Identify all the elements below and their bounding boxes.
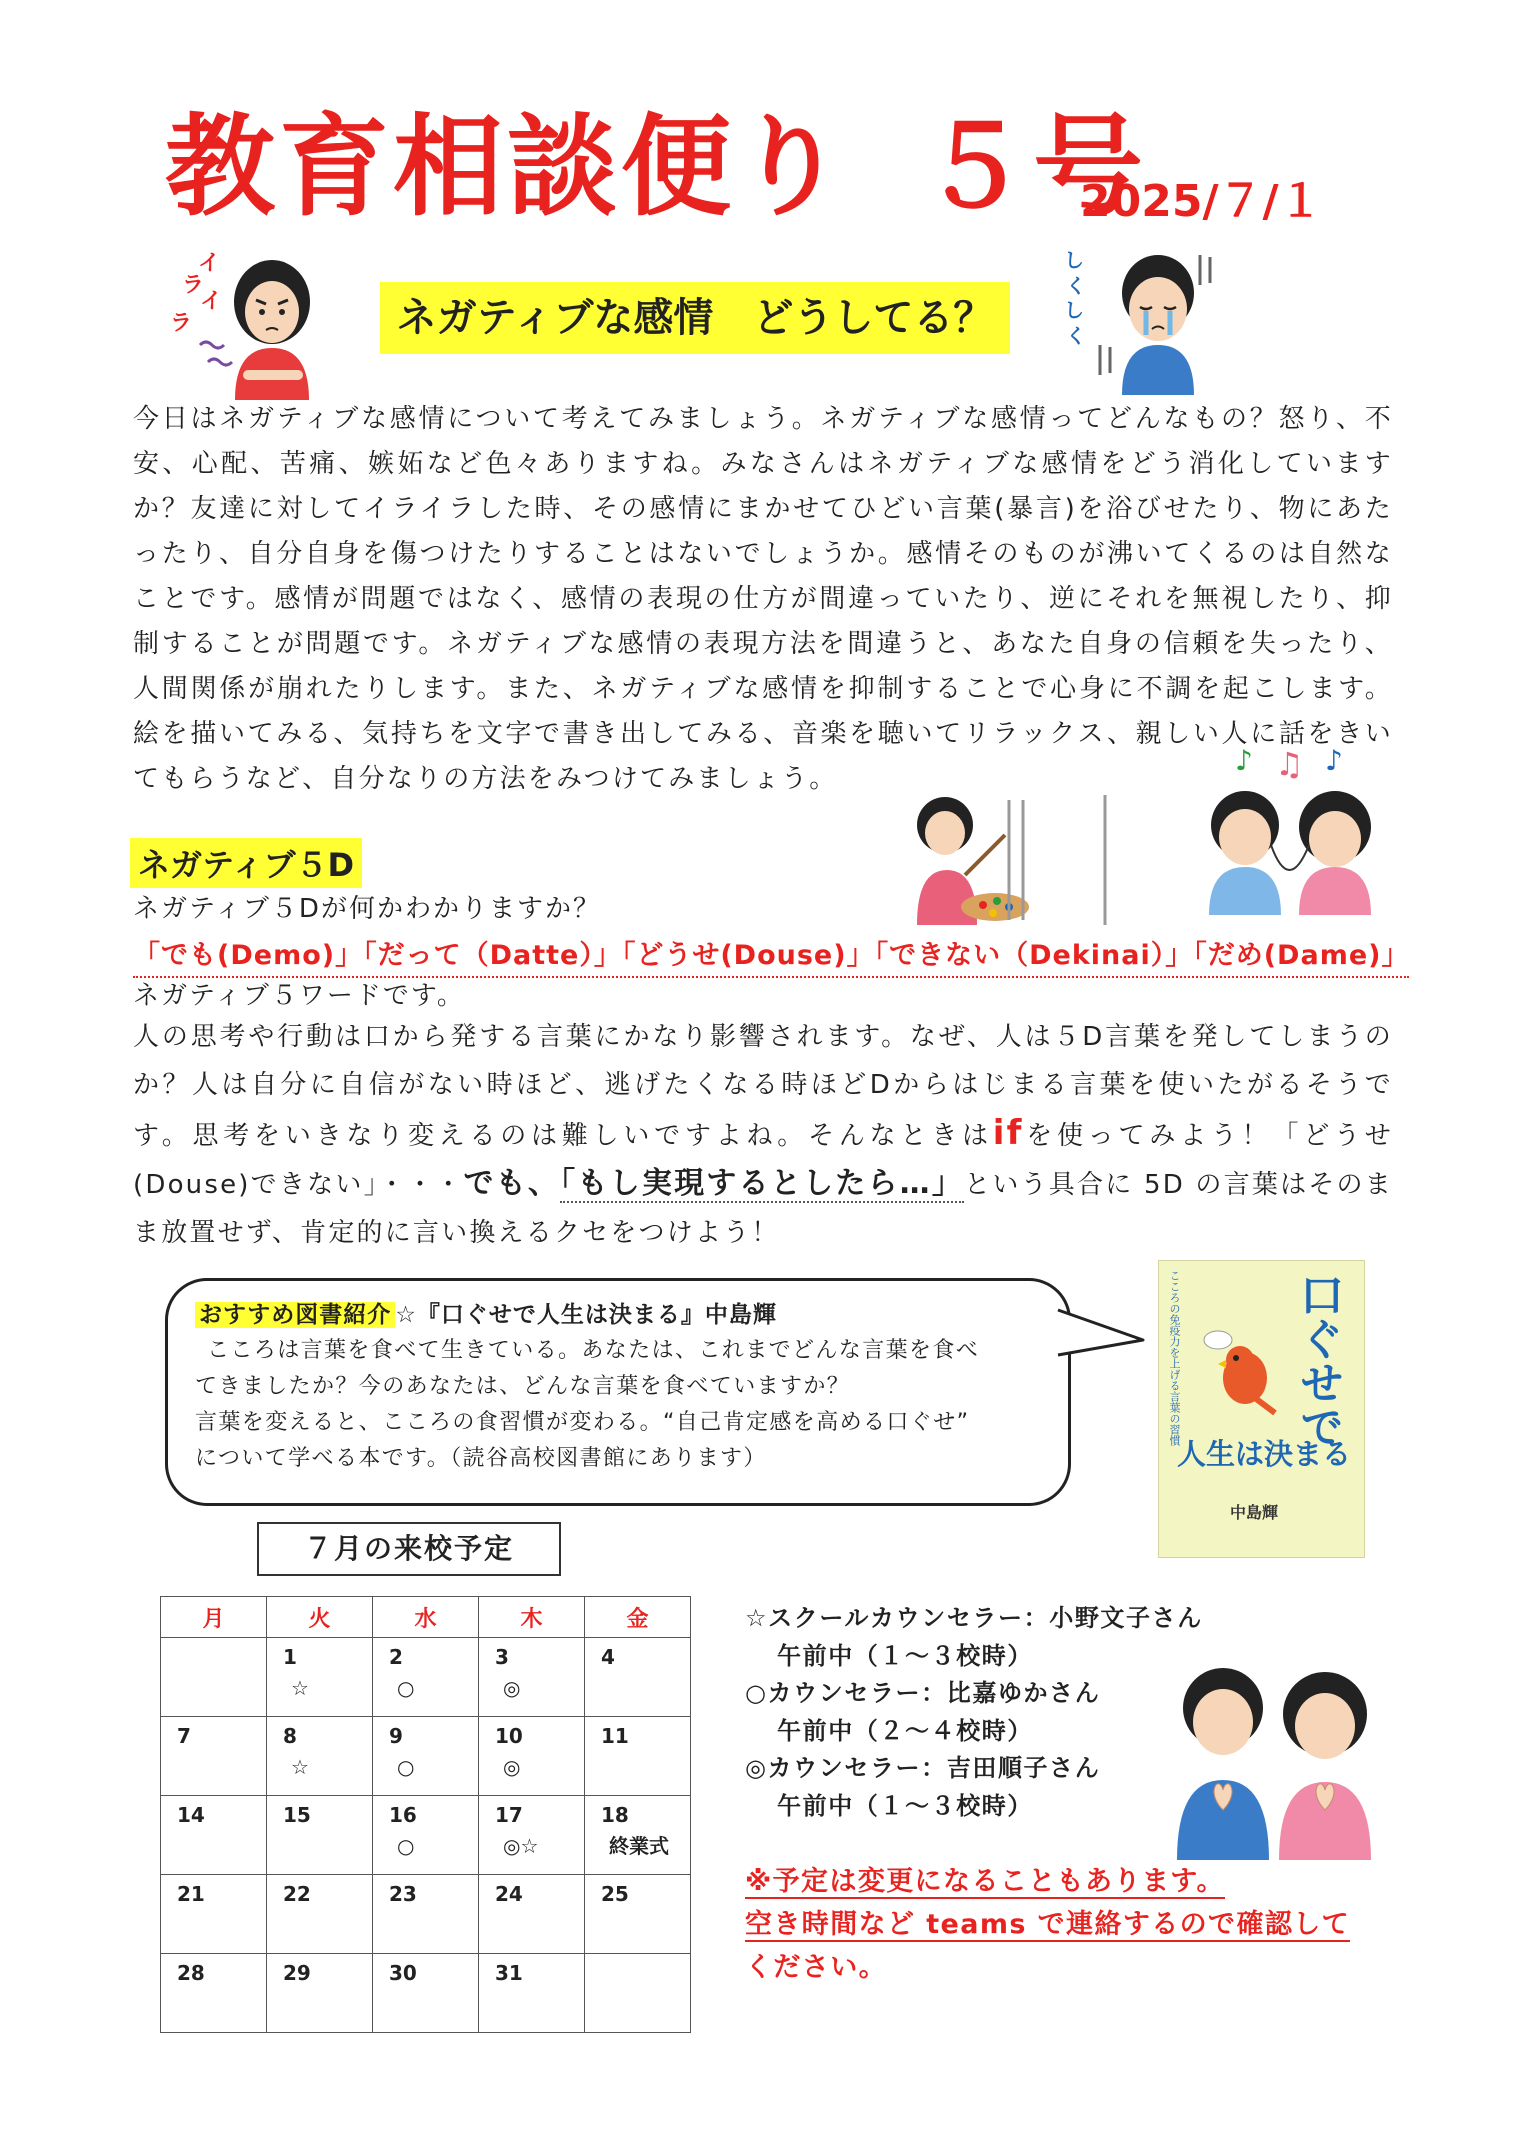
intro-paragraph: 今日はネガティブな感情について考えてみましょう。ネガティブな感情ってどんなもの？怒り、不安、心配、苦痛、嫉妬など色々ありますね。みなさんはネガティブな感情をどう消化していますか？友達に対してイライラした時、その感情にまかせてひどい言葉(暴言)を浴びせたり、物にあたったり、自分自身を傷つけたりすることはないでしょうか。感情そのものが沸いてくるのは自然なことです。感情が問題ではなく、感情の表現の仕方が間違っていたり、逆にそれを無視したり、抑制することが問題です。ネガティブな感情の表現方法を間違うと、あなた自身の信頼を失ったり、人間関係が崩れたりします。また、ネガティブな感情を抑制することで心身に不調を起こします。絵を描いてみる、気持ちを文字で書き出してみる、音楽を聴いてリラックス、親しい人に話をきいてもらうなど、自分なりの方法をみつけてみましょう。 [133, 404, 1393, 794]
calendar-date: 16 [389, 1803, 417, 1827]
calendar-date: 3 [495, 1645, 509, 1669]
counselor-3-name: ◎カウンセラー：吉田順子さん [745, 1754, 1101, 1782]
calendar-date: 7 [177, 1724, 191, 1748]
crying-text-2: く [1066, 274, 1086, 298]
day-tue: 火 [267, 1597, 373, 1638]
note-line-2: 空き時間など teams で連絡するので確認して [745, 1909, 1351, 1940]
book-intro-body: こころは言葉を食べて生きている。あなたは、これまでどんな言葉を食べ てきましたか？今のあなたは、どんな言葉を食べていますか？ 言葉を変えると、こころの食習慣が変わる。“自己肯定感を高める口ぐせ” について学べる本です。（読谷高校図書館にあります） [195, 1338, 980, 1471]
calendar-day-cell [373, 1796, 479, 1875]
irritated-girl-illustration [160, 250, 330, 400]
calendar-date: 11 [601, 1724, 629, 1748]
calendar-day-cell [373, 1954, 479, 2033]
note-line-1: ※予定は変更になることもあります。 [745, 1866, 1225, 1897]
counselor-2-time: 午前中（２～４校時） [777, 1716, 1033, 1745]
calendar-day-cell [585, 1638, 691, 1717]
music-note-1: ♪ [1235, 744, 1253, 777]
book-cover-author: 中島輝 [1230, 1503, 1279, 1522]
calendar-week-row [161, 1954, 691, 2033]
counselor-1-name: ☆スクールカウンセラー：小野文子さん [745, 1604, 1203, 1632]
calendar-date: 9 [389, 1724, 403, 1748]
crying-text-4: く [1066, 324, 1086, 348]
calendar-day-cell [479, 1875, 585, 1954]
calendar-header-row [161, 1597, 691, 1638]
boy-body [1209, 867, 1281, 915]
heart-hands-illustration [1165, 1660, 1385, 1860]
face [1129, 277, 1187, 341]
calendar-date: 25 [601, 1882, 629, 1906]
calendar-day-cell [479, 1954, 585, 2033]
calendar-day-cell [585, 1875, 691, 1954]
bubble-tail [1058, 1300, 1148, 1370]
brush [965, 835, 1005, 875]
calendar-mark: ○ [397, 1676, 415, 1700]
boy-face [1219, 809, 1271, 865]
calendar-day-cell [267, 1796, 373, 1875]
calendar-day-cell [479, 1638, 585, 1717]
calendar-mark: ◎☆ [503, 1834, 539, 1858]
calendar-date: 31 [495, 1961, 523, 1985]
calendar-mark: ○ [397, 1755, 415, 1779]
calendar-date: 15 [283, 1803, 311, 1827]
five-d-body: 人の思考や行動は口から発する言葉にかなり影響されます。なぜ、人は５D言葉を発してしまうのか？人は自分に自信がない時ほど、逃げたくなる時ほどDからはじまる言葉を使いたがるそうです。思考をいきなり変えるのは難しいですよね。そんなときはifを使ってみよう！「どうせ(Douse)できない」・・・でも、「もし実現するとしたら…」という具合に 5D の言葉はそのまま放置せず、肯定的に言い換えるクセをつけよう！ [133, 1022, 1393, 1248]
calendar-day-cell [479, 1717, 585, 1796]
calendar-date: 24 [495, 1882, 523, 1906]
calendar-week-row [161, 1638, 691, 1717]
schedule-notes [745, 1860, 1350, 1989]
calendar-day-cell [585, 1954, 691, 2033]
five-d-heading: ネガティブ５D [130, 838, 362, 888]
calendar-day-cell [373, 1638, 479, 1717]
calendar-mark: ◎ [503, 1676, 521, 1700]
calendar-day-cell [479, 1796, 585, 1875]
music-note-2: ♫ [1275, 745, 1304, 783]
day-mon: 月 [161, 1597, 267, 1638]
counselor-list [745, 1600, 1203, 1825]
calendar-date: 30 [389, 1961, 417, 1985]
five-d-words: 「でも(Demo)」「だって（Datte）」「どうせ(Douse)」「できない（Dekinai）」「だめ(Dame)」 [133, 933, 1409, 978]
calendar-week-row [161, 1875, 691, 1954]
calendar-day-cell [267, 1875, 373, 1954]
day-thu: 木 [479, 1597, 585, 1638]
calendar-date: 28 [177, 1961, 205, 1985]
divider-line [1100, 795, 1110, 925]
issue-date: 2025/７/１ [1080, 176, 1323, 227]
calendar-mark: ○ [397, 1834, 415, 1858]
calendar-date: 8 [283, 1724, 297, 1748]
face [925, 811, 965, 855]
calendar-day-cell [267, 1954, 373, 2033]
irritated-text-i2: イ [200, 289, 223, 314]
eye-right [279, 309, 285, 315]
calendar-date: 1 [283, 1645, 297, 1669]
crying-text-3: し [1064, 298, 1084, 322]
calendar-mark: ☆ [291, 1755, 309, 1779]
five-d-question: ネガティブ５Dが何かわかりますか？ [133, 894, 601, 924]
calendar-date: 4 [601, 1645, 615, 1669]
calendar-date: 17 [495, 1803, 523, 1827]
bubble-content [195, 1296, 1055, 1477]
calendar-day-cell [161, 1638, 267, 1717]
demo-word: でも、 [463, 1166, 561, 1201]
calendar-day-cell [267, 1717, 373, 1796]
calendar-date: 29 [283, 1961, 311, 1985]
book-cover-title-1: 口ぐせで [1292, 1272, 1343, 1448]
day-wed: 水 [373, 1597, 479, 1638]
irritated-text-ra2: ラ [170, 311, 193, 336]
calendar-day-cell [373, 1717, 479, 1796]
crying-boy-illustration [1060, 245, 1230, 395]
book-cover-title-2: 人生は決まる [1177, 1437, 1352, 1471]
music-note-3: ♪ [1325, 744, 1343, 777]
calendar-date: 2 [389, 1645, 403, 1669]
book-cover-subtitle: こころの免疫力を上げる言葉の習慣 [1168, 1270, 1181, 1446]
girl-face [1295, 1693, 1355, 1759]
calendar-mark: ◎ [503, 1755, 521, 1779]
calendar-day-cell [161, 1796, 267, 1875]
book-intro-heading: おすすめ図書紹介 ☆『口ぐせで人生は決まる』中島輝 [195, 1296, 1055, 1329]
calendar-day-cell [161, 1875, 267, 1954]
irritated-text-ira1: イ [198, 251, 221, 276]
calendar-date: 23 [389, 1882, 417, 1906]
crying-text-1: し [1064, 248, 1084, 272]
earphone-cord [1271, 845, 1309, 870]
parrot-illustration [1200, 1330, 1290, 1420]
music-listening-illustration [1195, 745, 1395, 915]
counselor-3-time: 午前中（１～３校時） [777, 1791, 1033, 1820]
five-d-answer: ネガティブ５ワードです。 [133, 981, 465, 1011]
calendar-day-cell [267, 1638, 373, 1717]
calendar-day-cell [161, 1954, 267, 2033]
calendar-mark: 終業式 [609, 1834, 669, 1858]
painting-girl-illustration [905, 795, 1035, 925]
calendar-date: 21 [177, 1882, 205, 1906]
schedule-calendar [160, 1596, 691, 2033]
counselor-1-time: 午前中（１～３校時） [777, 1641, 1033, 1670]
counselor-2-name: ○カウンセラー：比嘉ゆかさん [745, 1679, 1101, 1707]
irritation-squiggle [200, 342, 232, 365]
eye-left [259, 309, 265, 315]
calendar-day-cell [161, 1717, 267, 1796]
calendar-mark: ☆ [291, 1676, 309, 1700]
palette [961, 893, 1029, 921]
day-fri: 金 [585, 1597, 691, 1638]
book-intro-label: おすすめ図書紹介 [195, 1302, 395, 1328]
note-line-3: ください。 [745, 1952, 887, 1983]
irritated-text-ra1: ラ [182, 273, 205, 298]
girl-body [1299, 867, 1371, 915]
headline-banner: ネガティブな感情 どうしてる？ [380, 282, 1010, 354]
face [245, 281, 299, 343]
if-word: if [992, 1113, 1024, 1153]
girl-face [1309, 811, 1361, 867]
calendar-week-row [161, 1796, 691, 1875]
page-title: 教育相談便り ５号 [165, 103, 1147, 231]
calendar-date: 10 [495, 1724, 523, 1748]
schedule-title: ７月の来校予定 [257, 1522, 561, 1576]
boy-face [1193, 1689, 1253, 1755]
calendar-week-row [161, 1717, 691, 1796]
body [917, 870, 977, 925]
body [1122, 345, 1194, 395]
calendar-day-cell [373, 1875, 479, 1954]
calendar-date: 14 [177, 1803, 205, 1827]
moshi-phrase: 「もし実現するとしたら…」 [560, 1166, 965, 1201]
calendar-day-cell [585, 1796, 691, 1875]
calendar-day-cell [585, 1717, 691, 1796]
calendar-date: 22 [283, 1882, 311, 1906]
calendar-date: 18 [601, 1803, 629, 1827]
